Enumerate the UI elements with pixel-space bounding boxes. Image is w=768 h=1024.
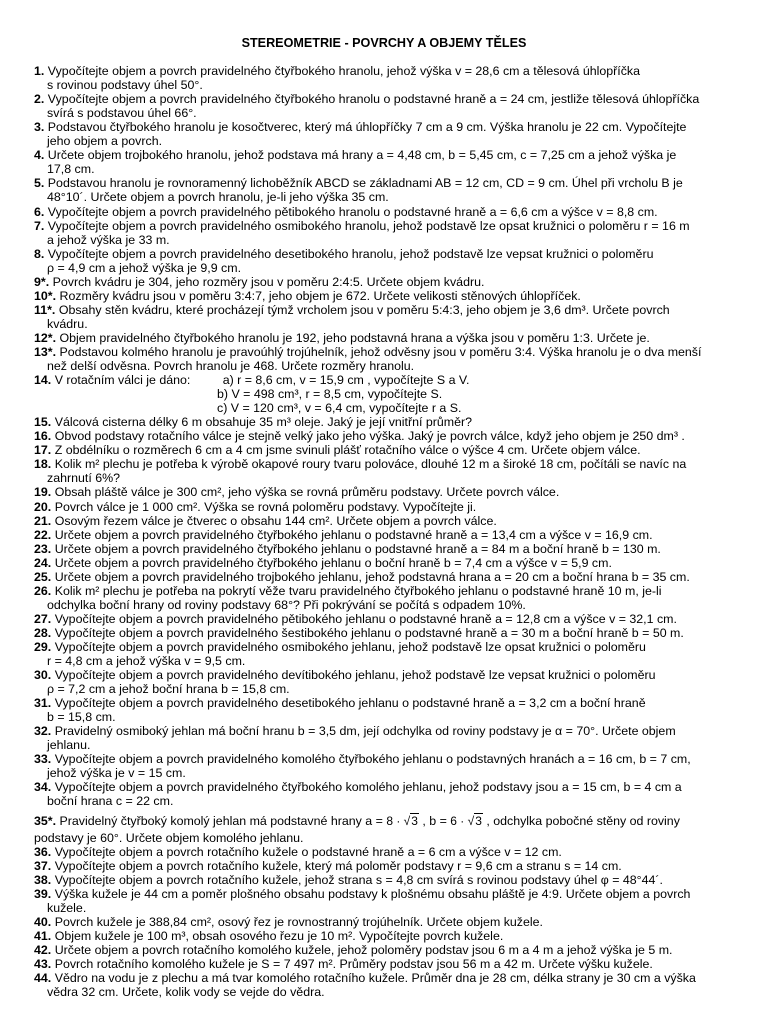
problem-text: b = 15,8 cm. [47,710,116,725]
problem-line [34,957,734,971]
problem-line [34,766,734,780]
problem-text: s rovinou podstavy úhel 50°. [47,78,203,93]
problem-line [34,887,734,901]
problem-item [34,429,734,443]
problem-line [34,331,734,345]
problem-number: 12*. [34,330,57,345]
problem-text: Obvod podstavy rotačního válce je stejně velký jako jeho výška. Jaký je povrch válce, když jeho objem je 250 dm³ . [54,429,685,444]
problem-line [34,190,734,204]
problem-line [34,528,734,542]
problem-number: 34. [34,780,52,795]
problem-line [34,873,734,887]
problem-item [34,752,734,780]
problem-text: odchylka boční hrany od roviny podstavy 68°? Při pokrývání se počítá s odpadem 10%. [47,597,526,612]
problem-item [34,845,734,859]
problem-line [34,120,734,134]
problem-line [34,915,734,929]
problem-number: 8. [34,246,45,261]
problem-number: 38. [34,872,52,887]
problem-number: 9*. [34,274,50,289]
problem-item [34,668,734,696]
problem-text: jehlanu. [47,738,91,753]
problem-line [34,289,734,303]
problem-item [34,971,734,999]
problem-line [34,106,734,120]
problem-line [34,971,734,985]
problem-line [34,668,734,682]
problem-text: Podstavou čtyřbokého hranolu je kosočtverec, který má úhlopříčky 7 cm a 9 cm. Výška hranolu je 22 cm. Vypočítejte [47,120,687,135]
problem-text: ρ = 7,2 cm a jehož boční hrana b = 15,8 cm. [47,682,290,697]
problem-text: kužele. [47,900,87,915]
problem-item [34,500,734,514]
problem-line [34,373,734,387]
problem-text: Vypočítejte objem a povrch pravidelného desetibokého hranolu, jehož podstavě lze vepsat kružnici o poloměru [47,246,654,261]
coefficient: 8 [386,813,393,828]
problem-number: 5. [34,176,45,191]
problem-number: 26. [34,583,52,598]
problem-text: Obsah pláště válce je 300 cm², jeho výška se rovná průměru podstavy. Určete povrch válce. [54,485,560,500]
problem-text: Vypočítejte objem a povrch rotačního kužele, jehož strana s = 4,8 cm svírá s rovinou podstavy úhel φ = 48°44´. [54,872,663,887]
problem-text: Vypočítejte objem a povrch pravidelného šestibokého jehlanu o podstavné hraně a = 30 m a boční hraně b = 50 m. [54,625,684,640]
problem-line [34,92,734,106]
problem-text: boční hrana c = 22 cm. [47,794,174,809]
problem-line [34,812,734,831]
problem-number: 3. [34,120,45,135]
problem-item [34,724,734,752]
problem-line [34,570,734,584]
problem-item [34,331,734,345]
problem-item [34,92,734,120]
problem-text: Určete objem trojbokého hranolu, jehož podstava má hrany a = 4,48 cm, b = 5,45 cm, c = 7,25 cm a jehož výška je [47,148,677,163]
problem-number: 19. [34,485,52,500]
problem-text: podstavy je 60°. Určete objem komolého jehlanu. [34,830,304,845]
problem-line [34,429,734,443]
problem-text: Objem kužele je 100 m³, obsah osového řezu je 10 m². Vypočítejte povrch kužele. [54,928,504,943]
problem-line [34,317,734,331]
problem-text: Vypočítejte objem a povrch pravidelného devítibokého jehlanu, jehož podstavě lze vepsat kružnici o poloměru [54,668,656,683]
problem-text: Povrch válce je 1 000 cm². Výška se rovná poloměru podstavy. Vypočítejte ji. [54,499,477,514]
problem-line [34,303,734,317]
problem-number: 42. [34,942,52,957]
problem-number: 31. [34,696,52,711]
problem-line [34,148,734,162]
problem-line [34,696,734,710]
problem-number: 27. [34,611,52,626]
problem-text: Určete objem a povrch pravidelného čtyřbokého jehlanu o podstavné hraně a = 84 m a boční hraně b = 130 m. [54,541,661,556]
problem-number: 11*. [34,302,56,317]
problem-item [34,528,734,542]
problem-line [34,345,734,359]
problem-text: Pravidelný čtyřboký komolý jehlan má podstavné hrany a = [59,813,387,828]
problem-text: Vypočítejte objem a povrch rotačního kužele o podstavné hraně a = 6 cm a výšce v = 12 cm. [54,844,562,859]
problem-number: 4. [34,148,45,163]
problem-line [34,443,734,457]
problem-line [34,542,734,556]
problem-number: 28. [34,625,52,640]
problem-line [34,612,734,626]
problem-number: 22. [34,527,52,542]
problem-number: 21. [34,513,52,528]
problem-line [34,219,734,233]
problem-item [34,247,734,275]
problem-item [34,780,734,808]
problem-text: , odchylka pobočné stěny od roviny [482,813,680,828]
problem-text: r = 4,8 cm a jehož výška v = 9,5 cm. [47,654,246,669]
problem-number: 25. [34,569,52,584]
problem-text: Povrch rotačního komolého kužele je S = 7 497 m². Průměry podstav jsou 56 m a 42 m. Určete výšku kužele. [54,956,653,971]
problem-line [34,471,734,485]
problem-line [34,176,734,190]
problem-line [34,710,734,724]
problem-line [34,500,734,514]
problem-line [34,752,734,766]
problem-text: Pravidelný osmiboký jehlan má boční hranu b = 3,5 dm, její odchylka od roviny podstavy je α = 70°. Určete objem [54,724,676,739]
problem-item [34,457,734,485]
problem-line [34,985,734,999]
problem-text: zahrnutí 6%? [47,471,121,486]
problem-text: Vypočítejte objem a povrch pravidelného pětibokého hranolu o podstavné hraně a = 6,6 cm a výšce v = 8,8 cm. [47,204,658,219]
problem-text: Rozměry kvádru jsou v poměru 3:4:7, jeho objem je 672. Určete velikosti stěnových úhlopříček. [59,288,581,303]
problem-text: Osovým řezem válce je čtverec o obsahu 144 cm². Určete objem a povrch válce. [54,513,497,528]
problem-line [34,457,734,471]
problem-text: Určete objem a povrch pravidelného trojbokého jehlanu, jehož podstavná hrana a = 20 cm a boční hrana b = 35 cm. [54,569,690,584]
problem-text: Objem pravidelného čtyřbokého hranolu je 192, jeho podstavná hrana a výška jsou v poměru 1:3. Určete je. [59,330,650,345]
problem-text: kvádru. [47,316,88,331]
radicand: 3 [411,813,418,828]
problem-text: vědra 32 cm. Určete, kolik vody se vejde do vědra. [47,985,325,1000]
problem-text: Vypočítejte objem a povrch pravidelného pětibokého jehlanu o podstavné hraně a = 12,8 cm a výšce v = 32,1 cm. [54,611,677,626]
problem-item [34,514,734,528]
problem-line [34,654,734,668]
problem-number: 32. [34,724,52,739]
problem-subpart: a) r = 8,6 cm, v = 15,9 cm , vypočítejte S a V. [222,373,470,388]
problem-line [34,831,734,845]
problem-item [34,345,734,373]
problem-line [34,738,734,752]
problem-number: 14. [34,373,52,388]
problem-text: Určete objem a povrch rotačního komolého kužele, jehož poloměry podstav jsou 6 m a 4 m a jehož výška je 5 m. [54,942,673,957]
problem-item [34,584,734,612]
problem-line [34,794,734,808]
problem-line [34,514,734,528]
problem-item [34,64,734,92]
problem-line [34,162,734,176]
formula-b: 6 · √3 [450,813,482,828]
problem-number: 15. [34,415,52,430]
problem-item [34,205,734,219]
problem-line [34,626,734,640]
problem-line [34,845,734,859]
problem-text: jeho objem a povrch. [47,134,163,149]
problem-line [34,387,734,401]
problem-line [34,261,734,275]
problem-text: Podstavou hranolu je rovnoramenný lichoběžník ABCD se základnami AB = 12 cm, CD = 9 cm. Úhel při vrcholu B je [47,176,683,191]
problem-item [34,289,734,303]
problem-line [34,401,734,415]
problem-text: Určete objem a povrch pravidelného čtyřbokého jehlanu o boční hraně b = 7,4 cm a výšce v = 5,9 cm. [54,555,612,570]
problem-number: 30. [34,668,52,683]
problem-subpart: b) V = 498 cm³, r = 8,5 cm, vypočítejte S. [217,387,443,402]
problem-line [34,134,734,148]
problem-text: Obsahy stěn kvádru, které procházejí týmž vrcholem jsou v poměru 5:4:3, jeho objem je 3,6 dm³. Určete povrch [58,302,670,317]
problem-item [34,570,734,584]
problem-number: 18. [34,457,52,472]
problem-line [34,78,734,92]
problem-text: Povrch kvádru je 304, jeho rozměry jsou v poměru 2:4:5. Určete objem kvádru. [52,274,485,289]
problem-text: Kolik m² plechu je potřeba na pokrytí věže tvaru pravidelného čtyřbokého jehlanu o podstavné hraně 10 m, je-li [54,583,662,598]
problem-item [34,887,734,915]
problem-item [34,943,734,957]
problem-line [34,247,734,261]
problem-item [34,373,734,415]
coefficient: 6 [450,813,457,828]
problem-number: 29. [34,639,52,654]
problem-item [34,915,734,929]
page-title: STEREOMETRIE - POVRCHY A OBJEMY TĚLES [241,36,527,50]
problem-number: 17. [34,443,52,458]
problem-text: Výška kužele je 44 cm a poměr plošného obsahu podstavy k plošnému obsahu pláště je 4:9. Určete objem a povrch [54,886,691,901]
problem-text: Válcová cisterna délky 6 m obsahuje 35 m³ oleje. Jaký je její vnitřní průměr? [54,415,473,430]
problem-text: V rotačním válci je dáno: [54,373,191,388]
problem-number: 20. [34,499,52,514]
problem-text: Povrch kužele je 388,84 cm², osový řez je rovnostranný trojúhelník. Určete objem kužele. [54,914,543,929]
problem-number: 44. [34,971,52,985]
problem-line [34,780,734,794]
problem-number: 36. [34,844,52,859]
problem-line [34,724,734,738]
problem-item [34,176,734,204]
problem-item [34,929,734,943]
problem-number: 23. [34,541,52,556]
problem-number: 41. [34,928,52,943]
problem-item [34,542,734,556]
problem-line [34,233,734,247]
problem-line [34,859,734,873]
problem-text: Vypočítejte objem a povrch pravidelného čtyřbokého hranolu o podstavné hraně a = 24 cm, jestliže tělesová úhlopříčka [47,92,700,107]
problem-item [34,415,734,429]
problem-line [34,943,734,957]
problem-list [34,64,734,999]
problem-number: 10*. [34,288,57,303]
problem-item [34,148,734,176]
problem-item [34,612,734,626]
problem-item [34,812,734,845]
problem-number: 35*. [34,813,57,828]
problem-item [34,859,734,873]
problem-line [34,205,734,219]
problem-number: 1. [34,64,45,79]
problem-number: 33. [34,752,52,767]
problem-text: Určete objem a povrch pravidelného čtyřbokého jehlanu o podstavné hraně a = 13,4 cm a výšce v = 16,9 cm. [54,527,653,542]
problem-text: Z obdélníku o rozměrech 6 cm a 4 cm jsme svinuli plášť rotačního válce o výšce 4 cm. Určete objem válce. [54,443,641,458]
radicand: 3 [475,813,482,828]
problem-text: Vypočítejte objem a povrch pravidelného čtyřbokého komolého jehlanu, jehož podstavy jsou a = 15 cm, b = 4 cm a [54,780,682,795]
problem-item [34,443,734,457]
problem-number: 6. [34,204,45,219]
problem-line [34,901,734,915]
problem-text: 17,8 cm. [47,162,95,177]
problem-number: 37. [34,858,52,873]
problem-subpart: c) V = 120 cm³, v = 6,4 cm, vypočítejte r a S. [217,401,462,416]
problem-number: 43. [34,956,52,971]
problem-text: svírá s podstavou úhel 66°. [47,106,197,121]
problem-line [34,485,734,499]
problem-number: 13*. [34,344,57,359]
problem-text: Vypočítejte objem a povrch pravidelného čtyřbokého hranolu, jehož výška v = 28,6 cm a tělesová úhlopříčka [47,64,641,79]
problem-text: a jehož výška je 33 m. [47,232,170,247]
problem-line [34,929,734,943]
problem-text: Vypočítejte objem a povrch pravidelného osmibokého jehlanu, jehož podstavě lze opsat kružnici o poloměru [54,639,646,654]
problem-item [34,873,734,887]
problem-number: 39. [34,886,52,901]
problem-line [34,598,734,612]
problem-line [34,359,734,373]
problem-text: Vypočítejte objem a povrch pravidelného komolého čtyřbokého jehlanu o podstavných hranách a = 16 cm, b = 7 cm, [54,752,691,767]
problem-number: 7. [34,218,45,233]
problem-item [34,485,734,499]
formula-a: 8 · √3 [386,813,418,828]
problem-text: Vypočítejte objem a povrch pravidelného desetibokého jehlanu o podstavné hraně a = 3,2 cm a boční hraně [54,696,646,711]
problem-text: ρ = 4,9 cm a jehož výška je 9,9 cm. [47,260,242,275]
problem-number: 16. [34,429,52,444]
problem-item [34,303,734,331]
problem-line [34,275,734,289]
problem-text: jehož výška je v = 15 cm. [47,766,186,781]
problem-line [34,640,734,654]
problem-line [34,415,734,429]
problem-text: , b = [418,813,451,828]
problem-item [34,696,734,724]
problem-item [34,640,734,668]
problem-text: Vědro na vodu je z plechu a má tvar komolého rotačního kužele. Průměr dna je 28 cm, délka strany je 30 cm a výška [54,971,696,985]
problem-text: Kolik m² plechu je potřeba k výrobě okapové roury tvaru polováce, dlouhé 12 m a široké 18 cm, počítáli se navíc na [54,457,687,472]
problem-number: 24. [34,555,52,570]
problem-text: Vypočítejte objem a povrch rotačního kužele, který má poloměr podstavy r = 9,6 cm a stranu s = 14 cm. [54,858,622,873]
problem-text: Podstavou kolmého hranolu je pravoúhlý trojúhelník, jehož odvěsny jsou v poměru 3:4. Výška hranolu je o dva menší [59,344,702,359]
problem-item [34,556,734,570]
problem-item [34,275,734,289]
problem-line [34,584,734,598]
problem-item [34,120,734,148]
problem-item [34,957,734,971]
problem-number: 40. [34,914,52,929]
problem-text: Vypočítejte objem a povrch pravidelného osmibokého hranolu, jehož podstavě lze opsat kružnici o poloměru r = 16 m [47,218,690,233]
problem-text: 48°10´. Určete objem a povrch hranolu, je-li jeho výška 35 cm. [47,190,389,205]
problem-line [34,64,734,78]
problem-line [34,556,734,570]
problem-item [34,626,734,640]
problem-number: 2. [34,92,45,107]
problem-text: než delší odvěsna. Povrch hranolu je 468. Určete rozměry hranolu. [47,359,415,374]
problem-line [34,682,734,696]
problem-item [34,219,734,247]
